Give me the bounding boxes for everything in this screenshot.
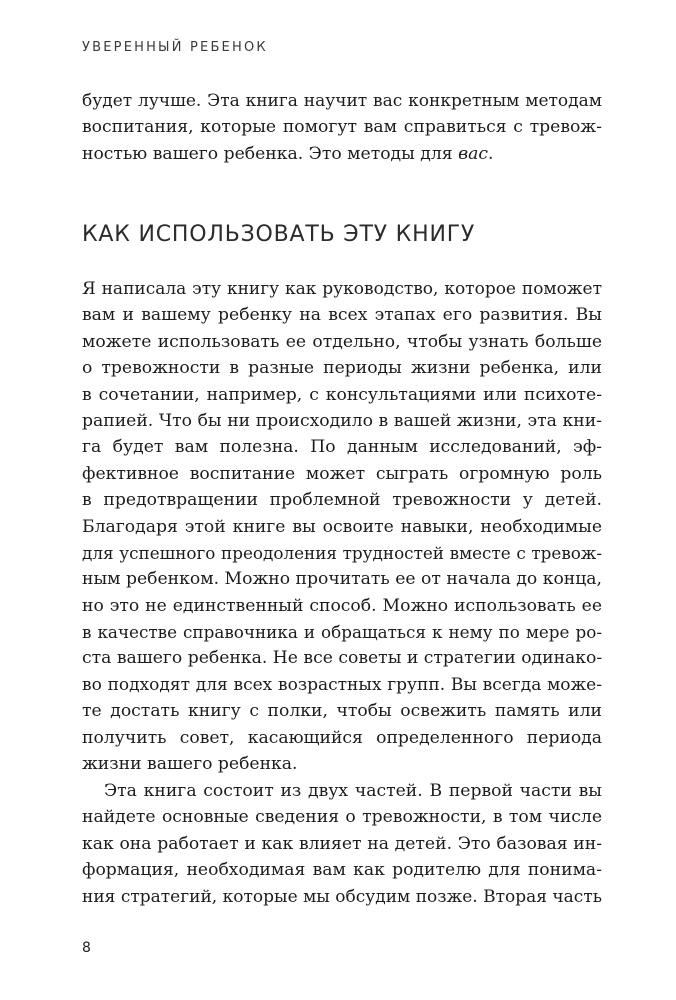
body-paragraph-2: [82, 778, 602, 910]
paragraph-line: рапией. Что бы ни происходило в вашей жизни, эта кни-: [82, 410, 602, 431]
paragraph-line: формация, необходимая вам как родителю для понима-: [82, 860, 602, 881]
paragraph-line: жизни вашего ребенка.: [82, 754, 298, 775]
intro-paragraph: [82, 88, 602, 167]
paragraph-line: Эта книга состоит из двух частей. В первой части вы: [104, 781, 602, 801]
paragraph-line: вам и вашему ребенку на всех этапах его развития. Вы: [82, 305, 602, 326]
paragraph-line: Благодаря этой книге вы освоите навыки, необходимые: [82, 516, 602, 537]
paragraph-line: в предотвращении проблемной тревожности у детей.: [82, 490, 602, 511]
intro-emphasis: вас: [458, 143, 488, 164]
paragraph-line: о тревожности в разные периоды жизни ребенка, или: [82, 358, 602, 379]
paragraph-line: для успешного преодоления трудностей вместе с тревож-: [82, 542, 602, 563]
page-number: 8: [82, 940, 91, 956]
intro-text: ностью вашего ребенка. Это методы для: [82, 143, 459, 164]
paragraph-line: ста вашего ребенка. Не все советы и стратегии одинако-: [82, 648, 603, 669]
paragraph-line: но это не единственный способ. Можно использовать ее: [82, 595, 602, 616]
intro-line-last: [82, 141, 602, 167]
paragraph-line: во подходят для всех возрастных групп. Вы всегда може-: [82, 674, 602, 695]
paragraph-line: ния стратегий, которые мы обсудим позже. Вторая часть: [82, 886, 602, 907]
paragraph-line: в сочетании, например, с консультациями или психоте-: [82, 384, 602, 405]
intro-line: воспитания, которые помогут вам справиться с тревож-: [82, 117, 602, 138]
body-paragraph-1: [82, 276, 602, 777]
paragraph-line: ным ребенком. Можно прочитать ее от начала до конца,: [82, 569, 603, 590]
paragraph-line: как она работает и как влияет на детей. Это базовая ин-: [82, 833, 602, 854]
section-heading: КАК ИСПОЛЬЗОВАТЬ ЭТУ КНИГУ: [82, 222, 476, 247]
intro-line: будет лучше. Эта книга научит вас конкретным методам: [82, 91, 602, 111]
paragraph-line: га будет вам полезна. По данным исследований, эф-: [82, 437, 602, 458]
paragraph-line: в качестве справочника и обращаться к нему по мере ро-: [82, 622, 602, 643]
paragraph-line: можете использовать ее отдельно, чтобы узнать больше: [82, 331, 602, 352]
intro-period: .: [487, 143, 494, 164]
running-head: УВЕРЕННЫЙ РЕБЕНОК: [82, 40, 268, 55]
paragraph-line: фективное воспитание может сыграть огромную роль: [82, 463, 602, 484]
paragraph-line: Я написала эту книгу как руководство, которое поможет: [82, 279, 602, 299]
paragraph-line: те достать книгу с полки, чтобы освежить память или: [82, 701, 602, 722]
paragraph-line: получить совет, касающийся определенного периода: [82, 727, 602, 748]
paragraph-line: найдете основные сведения о тревожности, в том числе: [82, 807, 602, 828]
